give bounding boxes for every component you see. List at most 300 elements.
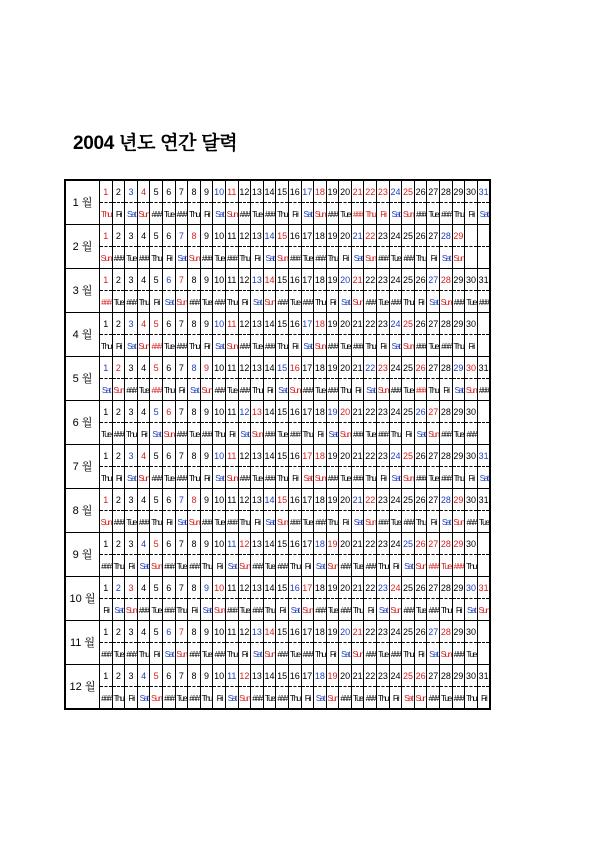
- weekday-cell: Tue: [112, 291, 125, 313]
- weekday-cell: Sat: [137, 555, 150, 577]
- weekday-cell: Tue: [162, 203, 175, 225]
- weekday-cell: Sat: [162, 643, 175, 665]
- weekday-cell: Tue: [251, 467, 264, 489]
- day-number-cell: 30: [465, 445, 478, 467]
- day-number-cell: 28: [440, 180, 453, 203]
- weekday-cell: Fri: [112, 335, 125, 357]
- weekday-cell: ###: [175, 203, 188, 225]
- weekday-cell: Fri: [326, 291, 339, 313]
- weekday-cell: Thu: [162, 379, 175, 401]
- day-number-cell: 8: [188, 577, 201, 599]
- weekday-cell: ###: [402, 511, 415, 533]
- weekday-cell: Sun: [162, 423, 175, 445]
- month-weekday-row: [65, 687, 490, 710]
- day-number-cell: 16: [288, 269, 301, 291]
- day-number-cell: 4: [137, 665, 150, 687]
- day-number-cell: 27: [427, 665, 440, 687]
- weekday-cell: Sun: [339, 423, 352, 445]
- day-number-cell: 26: [414, 180, 427, 203]
- weekday-cell: ###: [100, 291, 113, 313]
- day-number-cell: 9: [200, 533, 213, 555]
- weekday-cell: Fri: [465, 203, 478, 225]
- weekday-cell: Tue: [251, 335, 264, 357]
- weekday-cell: ###: [389, 291, 402, 313]
- weekday-cell: Thu: [137, 291, 150, 313]
- day-number-cell: 16: [288, 533, 301, 555]
- day-number-cell: 3: [125, 665, 138, 687]
- day-number-cell: 24: [389, 533, 402, 555]
- month-weekday-row: [65, 467, 490, 489]
- weekday-cell: Sat: [301, 203, 314, 225]
- weekday-cell: Thu: [452, 335, 465, 357]
- day-number-cell: 6: [162, 445, 175, 467]
- day-number-cell: 12: [238, 313, 251, 335]
- weekday-cell: Sat: [402, 687, 415, 710]
- weekday-cell: Sun: [125, 599, 138, 621]
- weekday-cell: Tue: [339, 335, 352, 357]
- day-number-cell: 1: [100, 621, 113, 643]
- weekday-cell: Tue: [427, 335, 440, 357]
- weekday-cell: ###: [162, 687, 175, 710]
- weekday-cell: ###: [238, 203, 251, 225]
- day-number-cell: 20: [339, 225, 352, 247]
- weekday-cell: ###: [326, 203, 339, 225]
- day-number-cell: 7: [175, 533, 188, 555]
- weekday-cell: Tue: [263, 687, 276, 710]
- day-number-cell: 14: [263, 445, 276, 467]
- month-day-row: [65, 445, 490, 467]
- day-number-cell: [465, 225, 478, 247]
- day-number-cell: 31: [477, 180, 490, 203]
- day-number-cell: 11: [225, 665, 238, 687]
- day-number-cell: 18: [314, 533, 327, 555]
- weekday-cell: Thu: [377, 555, 390, 577]
- day-number-cell: 14: [263, 269, 276, 291]
- month-label: 5 월: [65, 357, 100, 401]
- weekday-cell: Sun: [213, 599, 226, 621]
- day-number-cell: 31: [477, 357, 490, 379]
- month-label: 4 월: [65, 313, 100, 357]
- day-number-cell: 5: [150, 489, 163, 511]
- weekday-cell: Fri: [200, 467, 213, 489]
- weekday-cell: Sat: [175, 511, 188, 533]
- day-number-cell: 21: [351, 489, 364, 511]
- weekday-cell: Tue: [288, 643, 301, 665]
- weekday-cell: Thu: [326, 511, 339, 533]
- day-number-cell: 23: [377, 577, 390, 599]
- day-number-cell: 5: [150, 665, 163, 687]
- weekday-cell: ###: [427, 599, 440, 621]
- weekday-cell: Sat: [125, 203, 138, 225]
- month-label: 10 월: [65, 577, 100, 621]
- day-number-cell: 3: [125, 269, 138, 291]
- day-number-cell: 13: [251, 180, 264, 203]
- weekday-cell: Fri: [377, 203, 390, 225]
- weekday-cell: Tue: [465, 643, 478, 665]
- day-number-cell: 17: [301, 180, 314, 203]
- month-weekday-row: [65, 643, 490, 665]
- day-number-cell: 9: [200, 489, 213, 511]
- day-number-cell: 18: [314, 445, 327, 467]
- day-number-cell: 2: [112, 357, 125, 379]
- weekday-cell: ###: [238, 335, 251, 357]
- weekday-cell: Tue: [200, 643, 213, 665]
- day-number-cell: 25: [402, 445, 415, 467]
- weekday-cell: Sat: [477, 467, 490, 489]
- weekday-cell: ###: [263, 423, 276, 445]
- weekday-cell: Sun: [175, 643, 188, 665]
- weekday-cell: Tue: [339, 467, 352, 489]
- day-number-cell: 21: [351, 621, 364, 643]
- weekday-cell: Thu: [238, 511, 251, 533]
- day-number-cell: 7: [175, 269, 188, 291]
- day-number-cell: 9: [200, 665, 213, 687]
- weekday-cell: Sat: [477, 203, 490, 225]
- month-label: 11 월: [65, 621, 100, 665]
- day-number-cell: 18: [314, 621, 327, 643]
- month-day-row: [65, 313, 490, 335]
- weekday-cell: Sun: [414, 555, 427, 577]
- day-number-cell: 17: [301, 401, 314, 423]
- weekday-cell: [477, 247, 490, 269]
- day-number-cell: 2: [112, 225, 125, 247]
- day-number-cell: 1: [100, 357, 113, 379]
- day-number-cell: 29: [452, 621, 465, 643]
- weekday-cell: [477, 643, 490, 665]
- weekday-cell: Tue: [162, 467, 175, 489]
- weekday-cell: Sat: [301, 335, 314, 357]
- weekday-cell: Fri: [288, 467, 301, 489]
- day-number-cell: 1: [100, 313, 113, 335]
- weekday-cell: Fri: [452, 599, 465, 621]
- day-number-cell: 21: [351, 313, 364, 335]
- weekday-cell: Sun: [188, 247, 201, 269]
- day-number-cell: 20: [339, 533, 352, 555]
- day-number-cell: 15: [276, 269, 289, 291]
- weekday-cell: Fri: [364, 599, 377, 621]
- day-number-cell: 20: [339, 621, 352, 643]
- weekday-cell: Fri: [238, 643, 251, 665]
- day-number-cell: 10: [213, 313, 226, 335]
- day-number-cell: 12: [238, 489, 251, 511]
- day-number-cell: 20: [339, 577, 352, 599]
- day-number-cell: 31: [477, 269, 490, 291]
- day-number-cell: 3: [125, 533, 138, 555]
- day-number-cell: 29: [452, 357, 465, 379]
- day-number-cell: 11: [225, 401, 238, 423]
- day-number-cell: 11: [225, 489, 238, 511]
- weekday-cell: Sat: [150, 423, 163, 445]
- day-number-cell: 29: [452, 269, 465, 291]
- weekday-cell: ###: [414, 379, 427, 401]
- weekday-cell: Sat: [414, 423, 427, 445]
- day-number-cell: 4: [137, 445, 150, 467]
- day-number-cell: 3: [125, 489, 138, 511]
- weekday-cell: Sun: [150, 687, 163, 710]
- day-number-cell: 27: [427, 533, 440, 555]
- annual-calendar-table: [64, 179, 491, 710]
- day-number-cell: 19: [326, 665, 339, 687]
- day-number-cell: 30: [465, 621, 478, 643]
- weekday-cell: Fri: [162, 511, 175, 533]
- weekday-cell: Tue: [188, 423, 201, 445]
- day-number-cell: 11: [225, 621, 238, 643]
- weekday-cell: Sat: [377, 599, 390, 621]
- weekday-cell: Sun: [427, 423, 440, 445]
- day-number-cell: 2: [112, 401, 125, 423]
- weekday-cell: Tue: [125, 511, 138, 533]
- day-number-cell: 26: [414, 225, 427, 247]
- day-number-cell: 17: [301, 665, 314, 687]
- weekday-cell: Thu: [100, 203, 113, 225]
- weekday-cell: ###: [351, 467, 364, 489]
- day-number-cell: [477, 533, 490, 555]
- weekday-cell: Sat: [276, 379, 289, 401]
- weekday-cell: Sat: [175, 247, 188, 269]
- day-number-cell: 15: [276, 313, 289, 335]
- day-number-cell: 17: [301, 577, 314, 599]
- weekday-cell: Sat: [225, 687, 238, 710]
- weekday-cell: Fri: [389, 687, 402, 710]
- day-number-cell: 27: [427, 577, 440, 599]
- weekday-cell: ###: [175, 335, 188, 357]
- weekday-cell: Fri: [112, 203, 125, 225]
- day-number-cell: 11: [225, 445, 238, 467]
- weekday-cell: Sun: [402, 203, 415, 225]
- day-number-cell: 24: [389, 357, 402, 379]
- day-number-cell: 3: [125, 225, 138, 247]
- weekday-cell: Sun: [225, 467, 238, 489]
- weekday-cell: ###: [414, 203, 427, 225]
- day-number-cell: 16: [288, 225, 301, 247]
- day-number-cell: 2: [112, 445, 125, 467]
- day-number-cell: 10: [213, 401, 226, 423]
- weekday-cell: Sat: [440, 247, 453, 269]
- day-number-cell: 1: [100, 533, 113, 555]
- day-number-cell: 13: [251, 621, 264, 643]
- page-title: 2004 년도 연간 달력: [73, 133, 238, 154]
- day-number-cell: 2: [112, 269, 125, 291]
- weekday-cell: Fri: [150, 291, 163, 313]
- weekday-cell: Thu: [225, 291, 238, 313]
- day-number-cell: 10: [213, 180, 226, 203]
- weekday-cell: Sun: [477, 599, 490, 621]
- weekday-cell: Fri: [251, 247, 264, 269]
- weekday-cell: Thu: [452, 203, 465, 225]
- day-number-cell: 10: [213, 577, 226, 599]
- day-number-cell: 18: [314, 180, 327, 203]
- weekday-cell: ###: [452, 643, 465, 665]
- day-number-cell: 17: [301, 225, 314, 247]
- day-number-cell: 7: [175, 357, 188, 379]
- day-number-cell: 6: [162, 533, 175, 555]
- weekday-cell: Tue: [125, 247, 138, 269]
- weekday-cell: Thu: [175, 599, 188, 621]
- day-number-cell: 4: [137, 313, 150, 335]
- weekday-cell: Tue: [251, 203, 264, 225]
- day-number-cell: 25: [402, 313, 415, 335]
- weekday-cell: Tue: [389, 511, 402, 533]
- weekday-cell: ###: [263, 467, 276, 489]
- day-number-cell: 16: [288, 445, 301, 467]
- day-number-cell: 31: [477, 445, 490, 467]
- weekday-cell: Thu: [276, 203, 289, 225]
- day-number-cell: 27: [427, 357, 440, 379]
- day-number-cell: 9: [200, 225, 213, 247]
- weekday-cell: Thu: [389, 423, 402, 445]
- day-number-cell: 25: [402, 269, 415, 291]
- month-day-row: [65, 577, 490, 599]
- weekday-cell: Thu: [150, 247, 163, 269]
- day-number-cell: 14: [263, 313, 276, 335]
- day-number-cell: 24: [389, 225, 402, 247]
- day-number-cell: 30: [465, 577, 478, 599]
- weekday-cell: Sun: [364, 247, 377, 269]
- day-number-cell: 6: [162, 401, 175, 423]
- weekday-cell: Sat: [314, 555, 327, 577]
- weekday-cell: ###: [251, 599, 264, 621]
- weekday-cell: Tue: [100, 423, 113, 445]
- weekday-cell: Thu: [238, 247, 251, 269]
- weekday-cell: Fri: [314, 423, 327, 445]
- day-number-cell: 30: [465, 489, 478, 511]
- day-number-cell: 4: [137, 269, 150, 291]
- weekday-cell: Tue: [440, 555, 453, 577]
- weekday-cell: Sun: [377, 379, 390, 401]
- weekday-cell: Tue: [314, 379, 327, 401]
- month-label: 8 월: [65, 489, 100, 533]
- day-number-cell: 25: [402, 180, 415, 203]
- weekday-cell: Fri: [213, 555, 226, 577]
- weekday-cell: ###: [314, 599, 327, 621]
- weekday-cell: Sun: [452, 247, 465, 269]
- month-day-row: [65, 225, 490, 247]
- day-number-cell: 17: [301, 357, 314, 379]
- weekday-cell: Thu: [251, 379, 264, 401]
- weekday-cell: Fri: [263, 379, 276, 401]
- day-number-cell: 12: [238, 180, 251, 203]
- weekday-cell: Sun: [137, 203, 150, 225]
- day-number-cell: 5: [150, 180, 163, 203]
- weekday-cell: ###: [112, 423, 125, 445]
- day-number-cell: 21: [351, 180, 364, 203]
- day-number-cell: 17: [301, 621, 314, 643]
- day-number-cell: 25: [402, 533, 415, 555]
- day-number-cell: 18: [314, 401, 327, 423]
- day-number-cell: 24: [389, 665, 402, 687]
- day-number-cell: 1: [100, 225, 113, 247]
- day-number-cell: 3: [125, 621, 138, 643]
- weekday-cell: Sun: [112, 379, 125, 401]
- weekday-cell: Thu: [200, 555, 213, 577]
- day-number-cell: [477, 401, 490, 423]
- day-number-cell: 17: [301, 313, 314, 335]
- day-number-cell: 23: [377, 180, 390, 203]
- weekday-cell: Sun: [225, 335, 238, 357]
- day-number-cell: 26: [414, 401, 427, 423]
- weekday-cell: ###: [162, 599, 175, 621]
- weekday-cell: Thu: [188, 467, 201, 489]
- weekday-cell: Sat: [200, 599, 213, 621]
- weekday-cell: Thu: [314, 643, 327, 665]
- weekday-cell: ###: [364, 555, 377, 577]
- weekday-cell: Thu: [112, 555, 125, 577]
- day-number-cell: 28: [440, 445, 453, 467]
- weekday-cell: Sat: [339, 643, 352, 665]
- weekday-cell: Fri: [213, 687, 226, 710]
- weekday-cell: ###: [288, 247, 301, 269]
- weekday-cell: Fri: [402, 423, 415, 445]
- day-number-cell: 31: [477, 577, 490, 599]
- weekday-cell: Sun: [314, 203, 327, 225]
- day-number-cell: 7: [175, 445, 188, 467]
- day-number-cell: 15: [276, 225, 289, 247]
- weekday-cell: ###: [125, 643, 138, 665]
- day-number-cell: 18: [314, 577, 327, 599]
- weekday-cell: Tue: [238, 599, 251, 621]
- day-number-cell: 27: [427, 225, 440, 247]
- month-label: 12 월: [65, 665, 100, 710]
- weekday-cell: Fri: [288, 203, 301, 225]
- day-number-cell: 21: [351, 225, 364, 247]
- day-number-cell: 14: [263, 533, 276, 555]
- day-number-cell: 30: [465, 533, 478, 555]
- weekday-cell: ###: [414, 467, 427, 489]
- day-number-cell: 30: [465, 180, 478, 203]
- weekday-cell: Sun: [263, 643, 276, 665]
- day-number-cell: 20: [339, 665, 352, 687]
- day-number-cell: 12: [238, 269, 251, 291]
- weekday-cell: Fri: [377, 467, 390, 489]
- day-number-cell: 15: [276, 357, 289, 379]
- day-number-cell: 13: [251, 577, 264, 599]
- day-number-cell: 6: [162, 665, 175, 687]
- weekday-cell: Sat: [351, 247, 364, 269]
- weekday-cell: Thu: [125, 423, 138, 445]
- weekday-cell: ###: [452, 291, 465, 313]
- weekday-cell: ###: [276, 555, 289, 577]
- day-number-cell: 8: [188, 489, 201, 511]
- weekday-cell: Sun: [314, 335, 327, 357]
- day-number-cell: 13: [251, 665, 264, 687]
- weekday-cell: ###: [301, 643, 314, 665]
- weekday-cell: ###: [288, 511, 301, 533]
- weekday-cell: Tue: [364, 423, 377, 445]
- day-number-cell: 23: [377, 445, 390, 467]
- day-number-cell: 2: [112, 665, 125, 687]
- weekday-cell: Thu: [314, 291, 327, 313]
- weekday-cell: ###: [314, 511, 327, 533]
- weekday-cell: Thu: [288, 555, 301, 577]
- weekday-cell: ###: [389, 643, 402, 665]
- day-number-cell: 22: [364, 445, 377, 467]
- weekday-cell: Tue: [427, 203, 440, 225]
- day-number-cell: 5: [150, 577, 163, 599]
- day-number-cell: [477, 621, 490, 643]
- day-number-cell: 26: [414, 357, 427, 379]
- day-number-cell: 26: [414, 313, 427, 335]
- weekday-cell: Tue: [288, 291, 301, 313]
- weekday-cell: ###: [175, 423, 188, 445]
- day-number-cell: 16: [288, 489, 301, 511]
- weekday-cell: Fri: [200, 203, 213, 225]
- day-number-cell: 26: [414, 665, 427, 687]
- weekday-cell: Fri: [238, 291, 251, 313]
- day-number-cell: 18: [314, 665, 327, 687]
- weekday-cell: Thu: [276, 335, 289, 357]
- weekday-cell: ###: [477, 291, 490, 313]
- weekday-cell: Sun: [414, 687, 427, 710]
